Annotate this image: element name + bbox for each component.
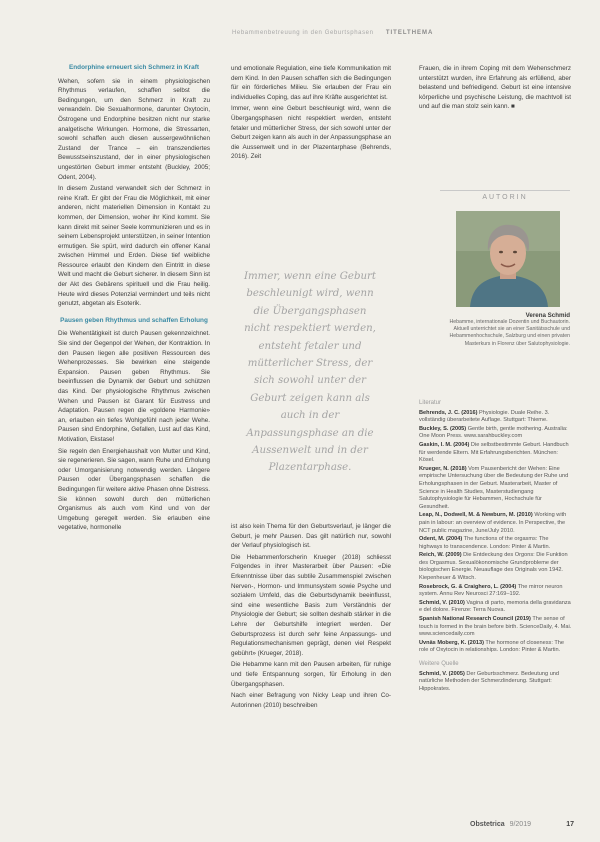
reference-text: The sense of touch is formed in the brain before birth. ScienceDaily, 4. Mai. www.sciencedaily.com xyxy=(419,616,572,638)
paragraph: Sie regeln den Energiehaushalt von Mutter und Kind, sie regenerieren. Sie sagen, wann Ruhe und Erholung oder Umorganisierung notwendig werden. Längere Pausen oder Übergangsphasen schaffen die Bedingungen für weitere aktive Phasen ohne Distress. Sie können sowohl durch den mütterlichen Organismus als auch vom Kind und von der Umgebung geregelt werden. Sie erlauben eine vegetative, hormonelle xyxy=(58,447,210,532)
reference-list xyxy=(419,410,572,655)
paragraph: Frauen, die in ihrem Coping mit dem Wehenschmerz unterstützt wurden, ihre Erfahrung als erfüllend, aber belastend und befriedigend. Geburt ist eine intensive körperliche und psychische Leistung, die machtvoll ist und auf die man stolz sein kann. ■ xyxy=(419,65,571,111)
author-label: AUTORIN xyxy=(440,190,570,201)
reference-text: Der Geburtsschmerz. Bedeutung und natürliche Methoden der Schmerzlinderung. Stuttgart: Hippokrates. xyxy=(419,670,560,692)
paragraph: und emotionale Regulation, eine tiefe Kommunikation mit dem Kind. In den Pausen schaffen sich die Bedingungen für ein förderliches Milieu. Sie erlauben der Frau ein individuelles Coping, das auf ihre Kräfte ausgerichtet ist. xyxy=(231,65,391,101)
paragraph: ist also kein Thema für den Geburtsverlauf, je länger die Geburt, je mehr Pausen. Das gilt natürlich nur, sowohl der Verlauf physiologisch ist. xyxy=(231,523,391,550)
column-2-top xyxy=(231,64,391,164)
reference-text: Die selbstbestimmte Geburt. Handbuch für werdende Eltern. Mit Erfahrungsberichten. München: Kösel. xyxy=(419,441,569,464)
paragraph: Wehen, sofern sie in einem physiologischen Rhythmus verlaufen, schaffen selbst die Bedingungen, um den Schmerz in Kraft zu verwandeln. Die Sexualhormone, darunter Oxytocin, Östrogene und Endorphine besitzen nicht nur starke analgetische Wirkungen. Hormone, die Stressarten, sowohl schaffen auch diesen aussergewöhnlichen Zustand der Trance – ein transzendiertes Bewusstseinszustand, der in einer physiologischen ungestörten Geburt immer entsteht (Buckley, 2005; Odent, 2004). xyxy=(58,77,210,181)
reference-text: The hormone of closeness: The role of Oxytocin in relationships. London: Pinter & Martin. xyxy=(419,639,564,654)
paragraph: Die Hebamme kann mit den Pausen arbeiten, für ruhige und tiefe Entspannung sorgen, für Erholung in den Übergangsphasen. xyxy=(231,661,391,688)
reference-author: Odent, M. (2004) xyxy=(419,536,463,543)
pull-quote: Immer, wenn eine Geburt beschleunigt wird, wenn die Übergangsphasen nicht respektiert werden, entsteht fetaler und mütterlicher Stress, der sich sowohl unter der Geburt zeigen kann als auch in der Anpassungsphase an die Aussenwelt und in der Plazentarphase. xyxy=(243,271,377,474)
reference-item xyxy=(419,512,572,535)
reference-author: Krueger, N. (2018) xyxy=(419,465,467,472)
reference-text: The mirror neuron system. Annu Rev Neurosci 27:169–192. xyxy=(419,583,563,598)
reference-author: Reich, W. (2009) xyxy=(419,552,462,559)
reference-item xyxy=(419,410,572,425)
references-heading: Literatur xyxy=(419,400,442,406)
reference-author: Schmid, V. (2010) xyxy=(419,599,465,606)
author-photo xyxy=(456,211,560,307)
paragraph: Die Wehentätigkeit ist durch Pausen gekennzeichnet. Sie sind der Gegenpol der Wehen, der Kontraktion. In den Pausen liegen alle positiven Ressourcen des Wehenprozesses. Sie bewirken eine steigende Expansion. Pausen geben Rhythmus. Sie beeinflussen die Dynamik der Geburt und schützen das Kind. Der physiologische Rhythmus zwischen Wehen und Pausen ist Garant für Eustress und Adaptation. Pausen regen die «goldene Harmonie» an, erlauben ein tiefes Wohlgefühl nach jeder Wehe. Pausen sind Endorphine, Gefallen, Lust auf das Kind, Motivation, Ekstase! xyxy=(58,330,210,443)
subheading-2: Pausen geben Rhythmus und schaffen Erholung xyxy=(60,316,208,324)
further-source-heading: Weitere Quelle xyxy=(419,661,459,667)
reference-author: Uvnäs Moberg, K. (2013) xyxy=(419,639,484,646)
reference-author: Leap, N., Dodwell, M. & Newburn, M. (2010) xyxy=(419,512,533,519)
reference-item xyxy=(419,466,572,512)
reference-text: The functions of the orgasms: The highways to transcendence. London: Pinter & Martin. xyxy=(419,536,551,550)
issue-number: 9/2019 xyxy=(509,821,531,828)
reference-text: Vagina di parto, memoria della gravidanza e del dolore. Firenze: Terra Nuova. xyxy=(419,599,571,614)
reference-item xyxy=(419,536,572,551)
reference-author: Gaskin, I. M. (2004) xyxy=(419,441,470,448)
paragraph: In diesem Zustand verwandelt sich der Schmerz in reine Kraft. Er gibt der Frau die Möglichkeit, mit einer anderen, nicht materiellen Dimension in Kontakt zu kommen, der Dimension, woher ihr Kind kommt. Sie kann direkt mit seiner Seele kommunizieren und es in seinem Lebensprojekt unterstützen, in seiner Intention ermutigen. Sie spürt, wird dadurch ein offener Kanal zwischen Himmel und Erden. Diese tief weibliche Ressource erlaubt den Kindern den Eintritt in diese Welt und macht die Geburt sicherer. In diesem Sinn ist der Akt des Gebärens spirituell und die Frau heilig. Heute wird dieses Potenzial vermindert und teils nicht genutzt, abgetan als Esoterik. xyxy=(58,185,210,308)
reference-item xyxy=(419,442,572,465)
reference-item xyxy=(419,600,572,615)
reference-item xyxy=(419,640,572,655)
author-box xyxy=(440,190,570,348)
page-footer xyxy=(470,821,574,828)
reference-text: Physiologie. Duale Reihe. 3. vollständig überarbeitete Auflage. Stuttgart: Thieme. xyxy=(419,409,550,424)
column-3 xyxy=(419,64,571,114)
reference-text: Working with pain in labour: an overview of evidence. In Perspective, the NCT public magazine, June/July 2010. xyxy=(419,512,567,534)
running-head-title: Hebammenbetreuung in den Geburtsphasen xyxy=(232,30,374,36)
reference-author: Behrends, J. C. (2016) xyxy=(419,409,478,416)
author-portrait-icon xyxy=(456,211,560,307)
subheading-1: Endorphine erneuert sich Schmerz in Kraft xyxy=(69,64,199,71)
paragraph: Die Hebammenforscherin Krueger (2018) schliesst Folgendes in ihrer Masterarbeit über Pausen: «Die Erkenntnisse über das subtile Zusammenspiel zwischen Nerven-, Hormon- und Immunsystem sowie Psyche und sozialem Umfeld, das die Geburtsdynamik beeinflusst, sind eine wesentliche Basis zum Verständnis der Physiologie der Geburt; sie sollten deshalb stärker in die Lehre der Geburtshilfe integriert werden. Der Geburtsprozess ist durch sehr feine Anpassungs- und Regulationsmechanismen geprägt, denen viel Respekt gebührt» (Krueger, 2018). xyxy=(231,553,391,657)
reference-text: Vom Pausenbericht der Wehen: Eine empirische Untersuchung über die Bedeutung der Ruhe und Erholungsphasen in der Geburt. Masterarbeit, Master of Science in Health Studies, Masterstudiengang Salutophysiologie für Hebammen, Hochschule für Gesundheit. xyxy=(419,465,569,510)
reference-item xyxy=(419,671,572,694)
reference-author: Buckley, S. (2005) xyxy=(419,425,467,432)
column-1 xyxy=(58,64,210,535)
reference-item xyxy=(419,584,572,599)
paragraph: Immer, wenn eine Geburt beschleunigt wird, wenn die Übergangsphasen nicht respektiert werden, entsteht fetaler und mütterlicher Stress, der sich sowohl unter der Geburt zeigen kann als auch in der Anpassungsphase an die Aussenwelt und in der Plazentarphase (Behrends, 2016). Zeit xyxy=(231,105,391,161)
reference-author: Rosebrock, G. & Craighero, L. (2004) xyxy=(419,583,517,590)
reference-author: Spanish National Research Council (2019) xyxy=(419,616,531,623)
author-name: Verena Schmid xyxy=(525,312,570,319)
reference-author: Schmid, V. (2005) xyxy=(419,670,465,677)
reference-item xyxy=(419,552,572,582)
running-head xyxy=(232,30,572,36)
reference-item xyxy=(419,616,572,639)
further-source-list xyxy=(419,671,572,694)
reference-text: Gentle birth, gentle mothering. Australia: One Moon Press. www.sarahbuckley.com xyxy=(419,425,568,440)
section-label: TITELTHEMA xyxy=(385,30,434,36)
reference-item xyxy=(419,426,572,441)
paragraph: Nach einer Befragung von Nicky Leap und ihren Co-Autorinnen (2010) beschreiben xyxy=(231,692,391,709)
references xyxy=(419,400,572,694)
author-description: Hebamme, internationale Dozentin und Buchautorin. Aktuell unterrichtet sie an einer Sanitätsschule und Hebammenhochschule, Salzburg und einen privaten Masterkurs in Florenz über Salutophysiologie. xyxy=(449,319,570,347)
column-2-bottom xyxy=(231,522,391,712)
page-number: 17 xyxy=(566,821,574,828)
reference-text: Die Entdeckung des Orgons: Die Funktion des Orgasmus. Sexualökonomische Grundprobleme der biologischen Energie. Neuauflage des Originals von 1942. Kiepenheuer & Witsch. xyxy=(419,552,568,582)
journal-name: Obstetrica xyxy=(470,821,505,828)
